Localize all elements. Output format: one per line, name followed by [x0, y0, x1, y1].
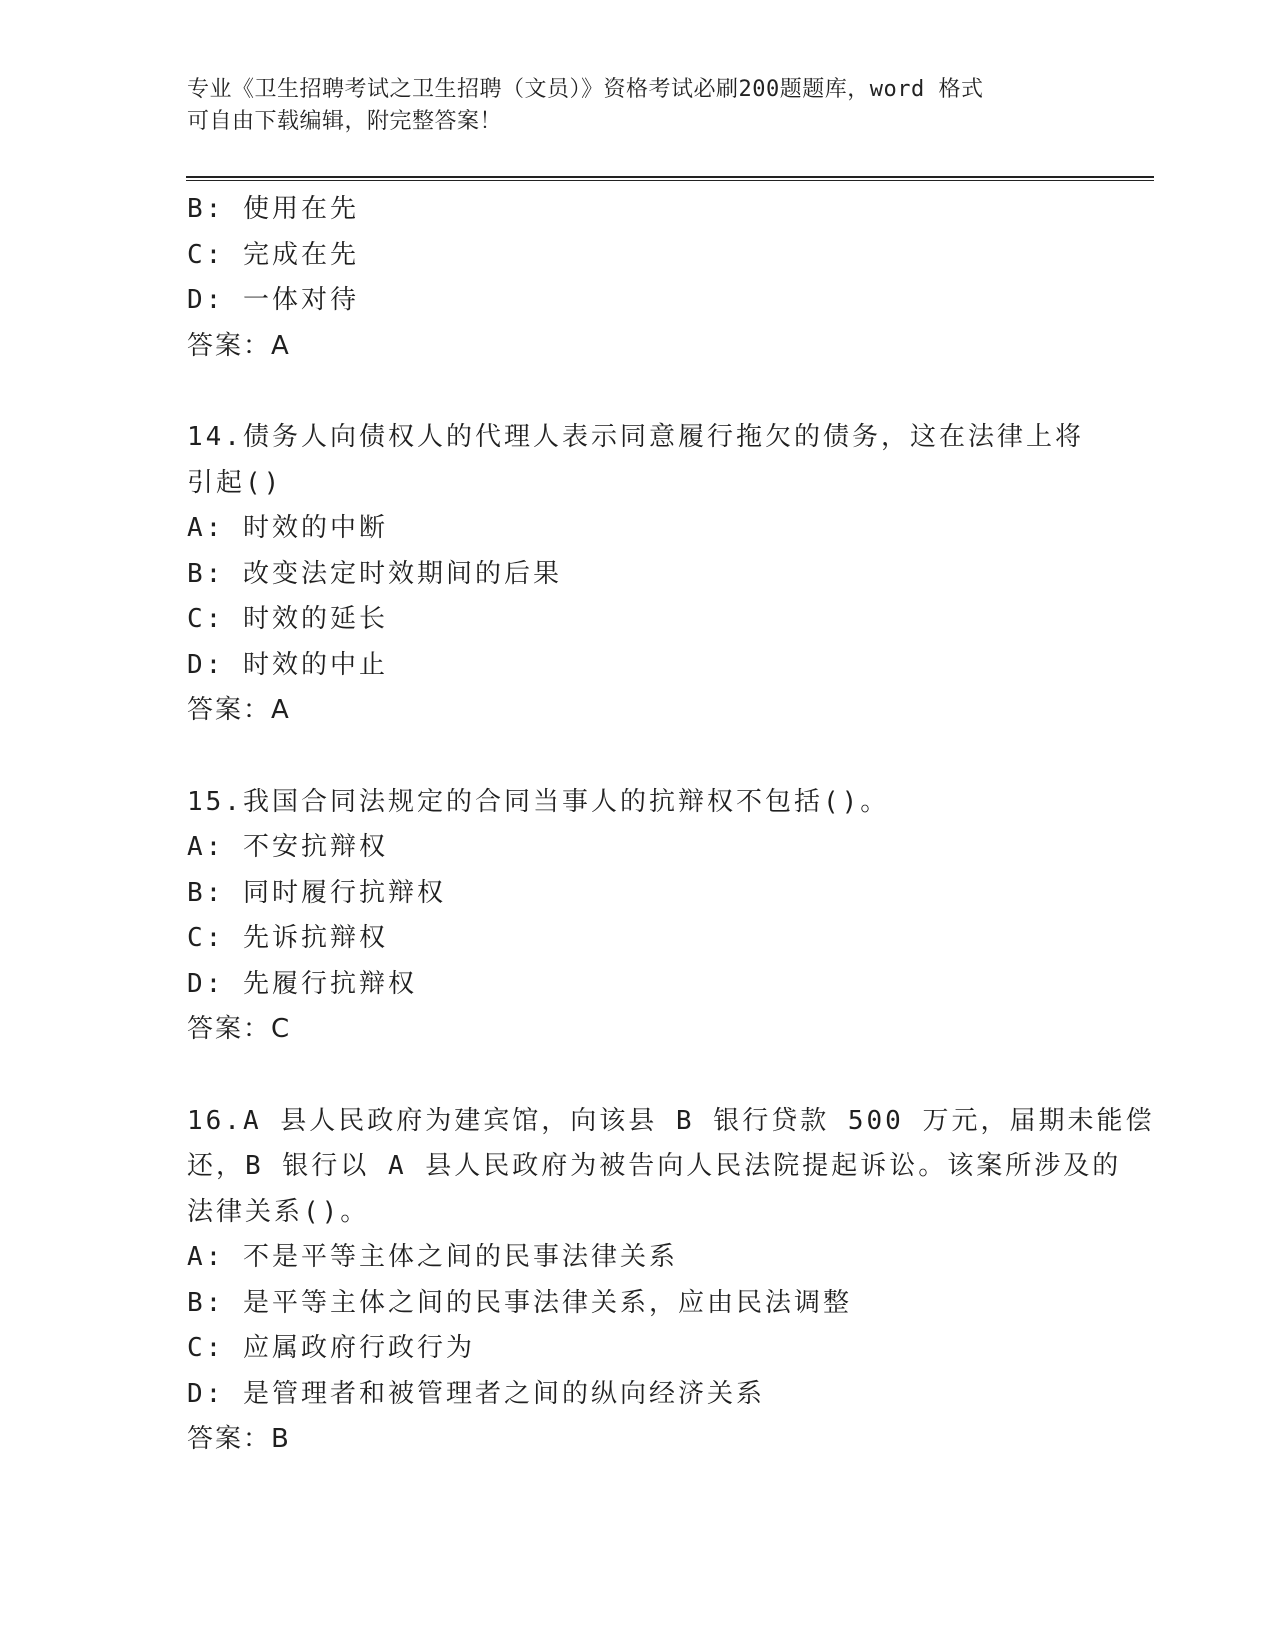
option-c: C: 时效的延长 — [187, 604, 388, 634]
header-line-1: 专业《卫生招聘考试之卫生招聘（文员）》资格考试必刷200题题库，word 格式 — [187, 77, 984, 102]
spacer — [187, 369, 1087, 415]
option-a: A: 不安抗辩权 — [187, 832, 388, 862]
answer: 答案：A — [187, 695, 291, 725]
option-c: C: 完成在先 — [187, 239, 359, 270]
spacer — [187, 734, 1087, 780]
question-list — [187, 187, 1155, 1463]
option-b: B: 改变法定时效期间的后果 — [187, 558, 562, 589]
option-b: B: 同时履行抗辩权 — [187, 877, 446, 908]
document-header — [187, 74, 1067, 138]
question-stem-line: 还，B 银行以 A 县人民政府为被告向人民法院提起诉讼。该案所涉及的 — [187, 1151, 1122, 1181]
answer: 答案：C — [187, 1014, 292, 1044]
question-stem-line: 法律关系()。 — [187, 1196, 370, 1227]
option-a: A: 不是平等主体之间的民事法律关系 — [187, 1242, 678, 1272]
option-d: D: 先履行抗辩权 — [187, 968, 417, 999]
option-b: B: 是平等主体之间的民事法律关系，应由民法调整 — [187, 1287, 852, 1318]
question-16 — [187, 1099, 1155, 1463]
question-13-continued — [187, 187, 1087, 369]
option-c: C: 应属政府行政行为 — [187, 1333, 475, 1363]
answer: 答案：B — [187, 1424, 291, 1454]
header-line-2: 可自由下载编辑，附完整答案！ — [187, 109, 503, 134]
option-a: A: 时效的中断 — [187, 513, 388, 543]
option-d: D: 时效的中止 — [187, 649, 388, 680]
question-stem-line: 引起() — [187, 467, 283, 498]
option-d: D: 一体对待 — [187, 285, 359, 315]
question-stem-line: 14.债务人向债权人的代理人表示同意履行拖欠的债务，这在法律上将 — [187, 422, 1084, 452]
option-d: D: 是管理者和被管理者之间的纵向经济关系 — [187, 1378, 765, 1409]
header-divider — [186, 176, 1154, 181]
answer: 答案：A — [187, 330, 291, 361]
option-b: B: 使用在先 — [187, 194, 359, 224]
option-c: C: 先诉抗辩权 — [187, 923, 388, 953]
question-stem-line: 15.我国合同法规定的合同当事人的抗辩权不包括()。 — [187, 786, 890, 817]
question-stem-line: 16.A 县人民政府为建宾馆，向该县 B 银行贷款 500 万元，届期未能偿 — [187, 1105, 1155, 1136]
question-15 — [187, 780, 1087, 1053]
question-14 — [187, 415, 1087, 734]
spacer — [187, 1053, 1087, 1099]
